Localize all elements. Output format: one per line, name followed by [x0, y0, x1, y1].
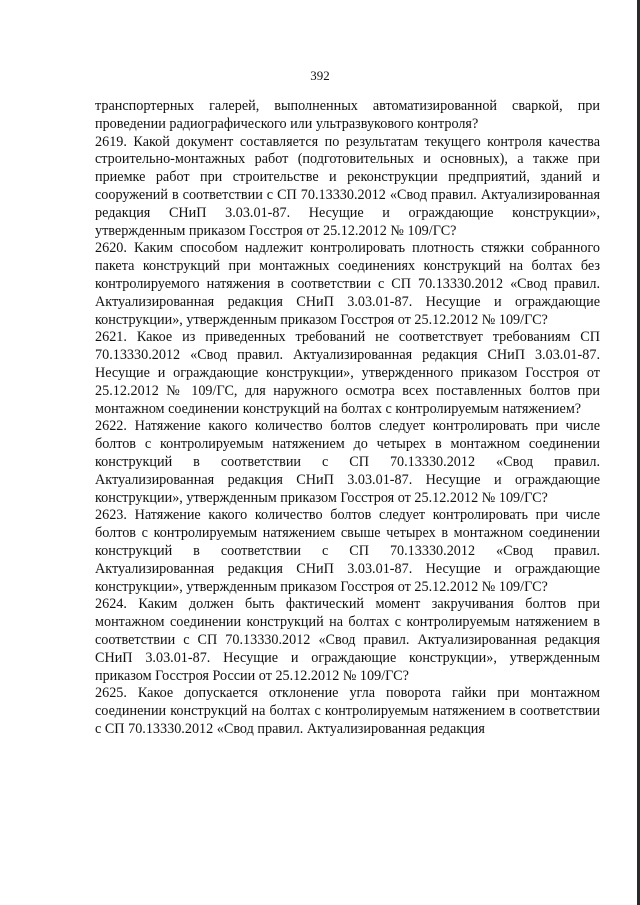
question-2622: 2622. Натяжение какого количество болтов следует контролировать при числе болтов с контролируемым натяжением до четырех в монтажном соединении конструкций в соответствии с СП 70.13330.2012 «Свод правил. Актуализированная редакция СНиП 3.03.01-87. Несущие и ограждающие конструкции», утвержденным приказом Госстроя от 25.12.2012 № 109/ГС? — [95, 418, 600, 506]
page-body — [95, 98, 600, 739]
page-number: 392 — [310, 68, 330, 83]
question-2619: 2619. Какой документ составляется по результатам текущего контроля качества строительно-монтажных работ (подготовительных и основных), а также при приемке работ при строительстве и реконструкции предприятий, зданий и сооружений в соответствии с СП 70.13330.2012 «Свод правил. Актуализированная редакция СНиП 3.03.01-87. Несущие и ограждающие конструкции», утвержденным приказом Госстроя от 25.12.2012 № 109/ГС? — [95, 133, 600, 239]
question-2621: 2621. Какое из приведенных требований не соответствует требованиям СП 70.13330.2012 «Свод правил. Актуализированная редакция СНиП 3.03.01-87. Несущие и ограждающие конструкции», утвержденного приказом Госстроя от 25.12.2012 № 109/ГС, для наружного осмотра всех поставленных болтов при монтажном соединении конструкций на болтах с контролируемым натяжением? — [95, 329, 600, 417]
question-2625: 2625. Какое допускается отклонение угла поворота гайки при монтажном соединении конструкций на болтах с контролируемым натяжением в соответствии с СП 70.13330.2012 «Свод правил. Актуализированная редакция — [95, 685, 600, 737]
question-2624: 2624. Каким должен быть фактический момент закручивания болтов при монтажном соединении конструкций на болтах с контролируемым натяжением в соответствии с СП 70.13330.2012 «Свод правил. Актуализированная редакция СНиП 3.03.01-87. Несущие и ограждающие конструкции», утвержденным приказом Госстроя России от 25.12.2012 № 109/ГС? — [95, 596, 600, 684]
paragraph-continuation: транспортерных галерей, выполненных автоматизированной сваркой, при проведении радиографического или ультразвукового контроля? — [95, 98, 600, 132]
question-2620: 2620. Каким способом надлежит контролировать плотность стяжки собранного пакета конструкций при монтажных соединениях конструкций на болтах без контролируемого натяжения в соответствии с СП 70.13330.2012 «Свод правил. Актуализированная редакция СНиП 3.03.01-87. Несущие и ограждающие конструкции», утвержденным приказом Госстроя от 25.12.2012 № 109/ГС? — [95, 240, 600, 328]
question-2623: 2623. Натяжение какого количество болтов следует контролировать при числе болтов с контролируемым натяжением свыше четырех в монтажном соединении конструкций в соответствии с СП 70.13330.2012 «Свод правил. Актуализированная редакция СНиП 3.03.01-87. Несущие и ограждающие конструкции», утвержденным приказом Госстроя от 25.12.2012 № 109/ГС? — [95, 507, 600, 595]
